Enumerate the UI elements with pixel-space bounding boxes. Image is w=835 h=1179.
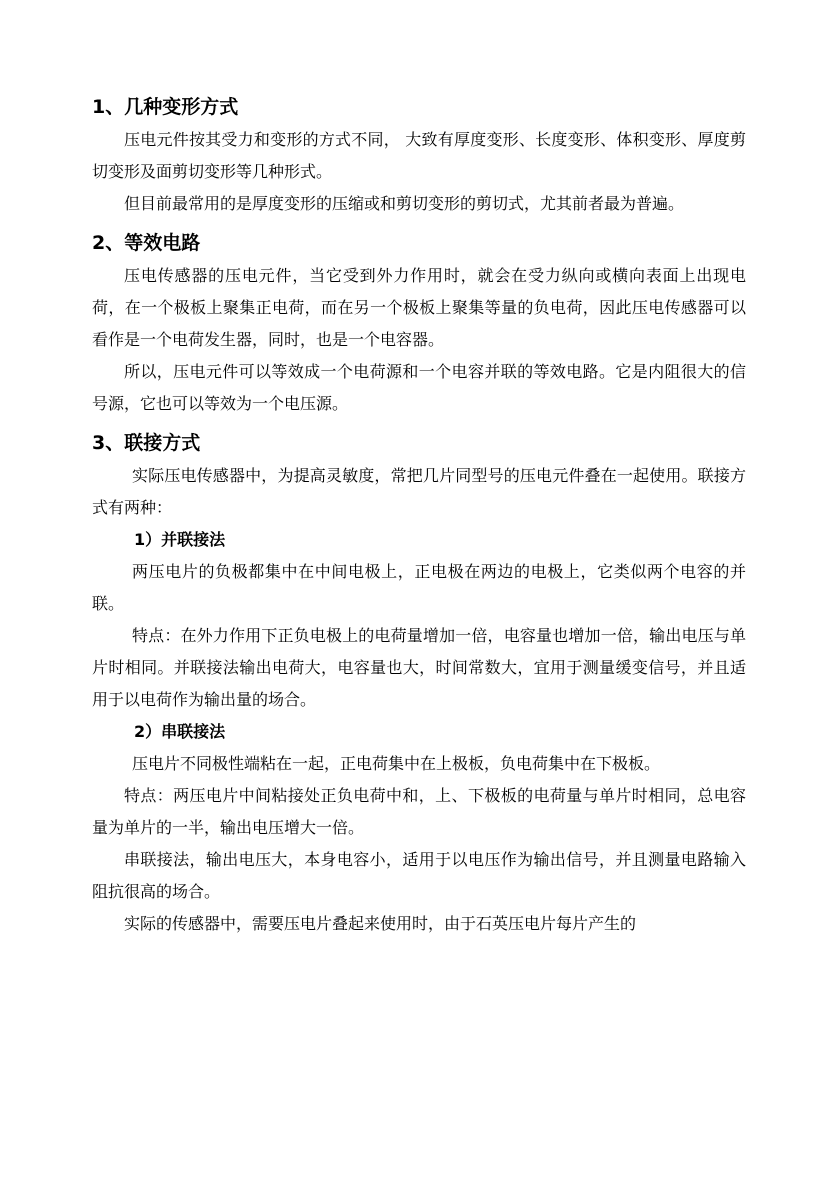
- section-title-equivalent-circuit: 2、等效电路: [92, 232, 201, 254]
- paragraph: 实际的传感器中，需要压电片叠起来使用时，由于石英压电片每片产生的: [124, 914, 637, 933]
- paragraph: 特点：在外力作用下正负电极上的电荷量增加一倍，电容量也增加一倍，输出电压与单片时相同。并联接法输出电荷大，电容量也大，时间常数大，宜用于测量缓变信号，并且适用于以电荷作为输出量的场合。: [92, 626, 746, 709]
- paragraph: 所以，压电元件可以等效成一个电荷源和一个电容并联的等效电路。它是内阻很大的信号源，它也可以等效为一个电压源。: [92, 362, 746, 413]
- section-title-deformation: 1、几种变形方式: [92, 96, 239, 118]
- paragraph: 但目前最常用的是厚度变形的压缩或和剪切变形的剪切式，尤其前者最为普遍。: [124, 194, 685, 213]
- subsection-title-series: 2）串联接法: [134, 722, 226, 741]
- paragraph: 压电元件按其受力和变形的方式不同， 大致有厚度变形、长度变形、体积变形、厚度剪切变形及面剪切变形等几种形式。: [92, 130, 746, 181]
- subsection-title-parallel: 1）并联接法: [134, 530, 226, 549]
- paragraph: 特点：两压电片中间粘接处正负电荷中和，上、下极板的电荷量与单片时相同，总电容量为单片的一半，输出电压增大一倍。: [92, 786, 746, 837]
- paragraph: 压电片不同极性端粘在一起，正电荷集中在上极板，负电荷集中在下极板。: [132, 754, 661, 773]
- paragraph: 两压电片的负极都集中在中间电极上，正电极在两边的电极上，它类似两个电容的并联。: [92, 562, 746, 613]
- paragraph: 串联接法，输出电压大，本身电容小，适用于以电压作为输出信号，并且测量电路输入阻抗很高的场合。: [92, 850, 746, 901]
- paragraph: 实际压电传感器中，为提高灵敏度，常把几片同型号的压电元件叠在一起使用。联接方式有两种：: [92, 466, 746, 517]
- paragraph: 压电传感器的压电元件，当它受到外力作用时，就会在受力纵向或横向表面上出现电荷，在一个极板上聚集正电荷，而在另一个极板上聚集等量的负电荷，因此压电传感器可以看作是一个电荷发生器，同时，也是一个电容器。: [92, 266, 746, 349]
- section-title-connection: 3、联接方式: [92, 432, 201, 454]
- document-page: [92, 94, 746, 940]
